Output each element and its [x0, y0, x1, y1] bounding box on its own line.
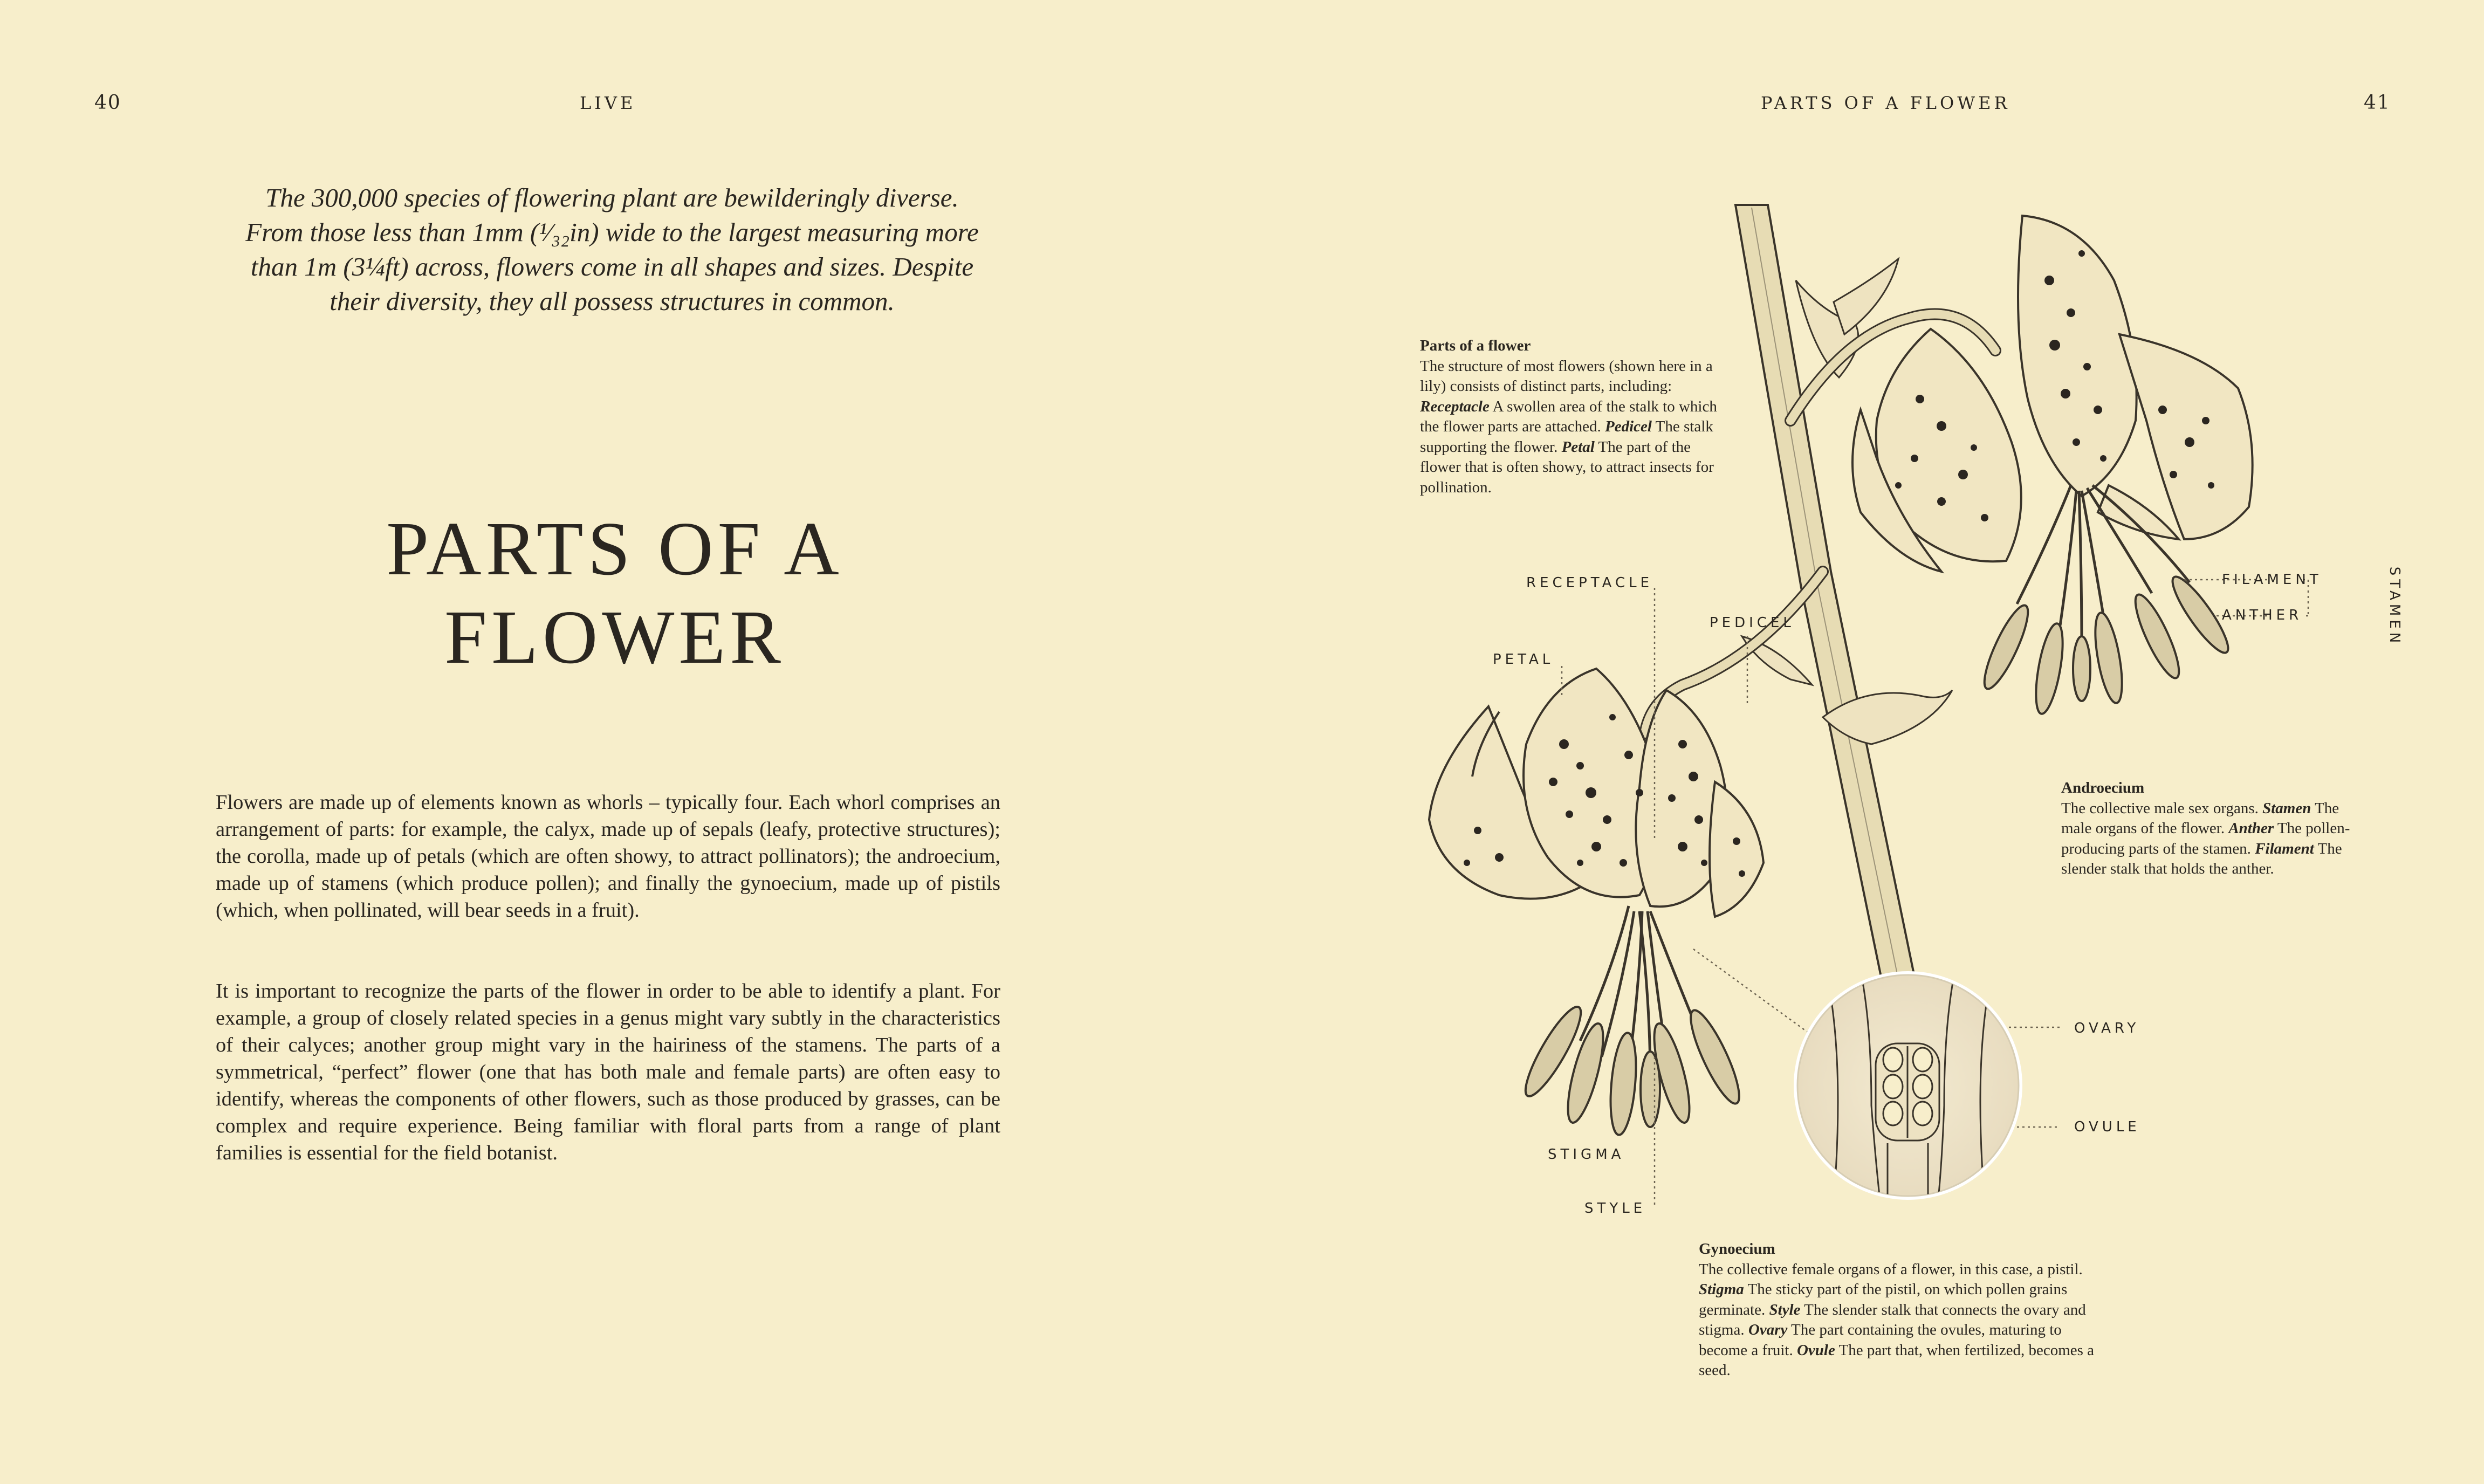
- caption-term: Stamen: [2262, 799, 2311, 817]
- upper-lily-flower: [1852, 216, 2253, 716]
- caption-heading: Gynoecium: [1699, 1240, 1775, 1258]
- caption-androecium: [2061, 778, 2363, 880]
- running-head-left: LIVE: [580, 93, 636, 113]
- caption-text: The stalk supporting the flower.: [1420, 418, 1713, 456]
- caption-term: Anther: [2228, 820, 2274, 837]
- caption-gynoecium: [1699, 1239, 2114, 1381]
- label-stigma: STIGMA: [1548, 1146, 1625, 1163]
- caption-parts-of-a-flower: [1420, 336, 1722, 498]
- ovary-magnifier: [1794, 971, 2022, 1219]
- caption-term: Petal: [1561, 438, 1595, 456]
- caption-text: The part that, when fertilized, becomes a seed.: [1699, 1341, 2095, 1379]
- page-title: PARTS OF A FLOWER: [386, 506, 843, 679]
- caption-text: The collective male sex organs.: [2061, 799, 2263, 817]
- caption-text: The slender stalk that holds the anther.: [2061, 840, 2342, 877]
- caption-heading: Parts of a flower: [1420, 337, 1531, 354]
- label-stamen: STAMEN: [2386, 566, 2403, 647]
- caption-term: Receptacle: [1420, 397, 1490, 415]
- caption-term: Ovary: [1748, 1321, 1788, 1338]
- caption-term: Stigma: [1699, 1281, 1744, 1298]
- label-style: STYLE: [1584, 1200, 1646, 1217]
- lower-lily-flower: [1429, 669, 1763, 1136]
- body-paragraph-2: It is important to recognize the parts of the flower in order to be able to identify a plant. For example, a group of closely related species in a genus might vary subtly in the characteristics of their calyces; another group might vary in the hairiness of the stamens. The parts of a symmetrical, “perfect” flower (one that has both male and female parts) are often easy to identify, whereas the components of other flowers, such as those produced by grasses, can be complex and require experience. Being familiar with floral parts from a range of plant families is essential for the field botanist.: [216, 980, 1000, 1164]
- caption-text: The part containing the ovules, maturing to become a fruit.: [1699, 1321, 2062, 1359]
- caption-text: The pollen-producing parts of the stamen.: [2061, 820, 2350, 857]
- body-paragraph-1: Flowers are made up of elements known as whorls – typically four. Each whorl comprises an arrangement of parts: for example, the calyx, made up of sepals (leafy, protective structures); the corolla, made up of petals (which are often showy, to attract pollinators); the androecium, made up of stamens (which produce pollen); and finally the gynoecium, made up of pistils (which, when pollinated, will bear seeds in a fruit).: [216, 791, 1000, 922]
- caption-term: Ovule: [1796, 1341, 1835, 1359]
- caption-text: The part of the flower that is often showy, to attract insects for pollination.: [1420, 438, 1714, 496]
- label-receptacle: RECEPTACLE: [1526, 575, 1653, 591]
- intro-paragraph: The 300,000 species of flowering plant are bewilderingly diverse. From those less than 1mm (¹⁄₃₂in) wide to the largest measuring more than 1m (3¼ft) across, flowers come in all shapes and sizes. Despite their diversity, they all possess structures in common.: [245, 183, 979, 316]
- caption-term: Pedicel: [1605, 418, 1652, 435]
- main-stem: [1735, 205, 1952, 1008]
- caption-term: Style: [1769, 1301, 1801, 1318]
- label-ovary: OVARY: [2074, 1020, 2140, 1036]
- caption-text: The male organs of the flower.: [2061, 799, 2339, 837]
- label-pedicel: PEDICEL: [1710, 615, 1795, 631]
- caption-text: The collective female organs of a flower, in this case, a pistil.: [1699, 1260, 2083, 1278]
- label-petal: PETAL: [1493, 651, 1554, 668]
- caption-text: The sticky part of the pistil, on which pollen grains germinate.: [1699, 1281, 2068, 1318]
- label-anther: ANTHER: [2222, 607, 2303, 623]
- caption-term: Filament: [2255, 840, 2314, 857]
- caption-text: A swollen area of the stalk to which the flower parts are attached.: [1420, 397, 1717, 435]
- label-ovule: OVULE: [2074, 1119, 2140, 1135]
- page-number-left: 40: [94, 92, 121, 114]
- caption-text: The slender stalk that connects the ovary and stigma.: [1699, 1301, 2086, 1338]
- label-filament: FILAMENT: [2222, 572, 2322, 588]
- caption-heading: Androecium: [2061, 779, 2145, 796]
- caption-text: The structure of most flowers (shown here in a lily) consists of distinct parts, including:: [1420, 357, 1713, 395]
- running-head-right: PARTS OF A FLOWER: [1761, 93, 2010, 113]
- page-number-right: 41: [2364, 92, 2391, 114]
